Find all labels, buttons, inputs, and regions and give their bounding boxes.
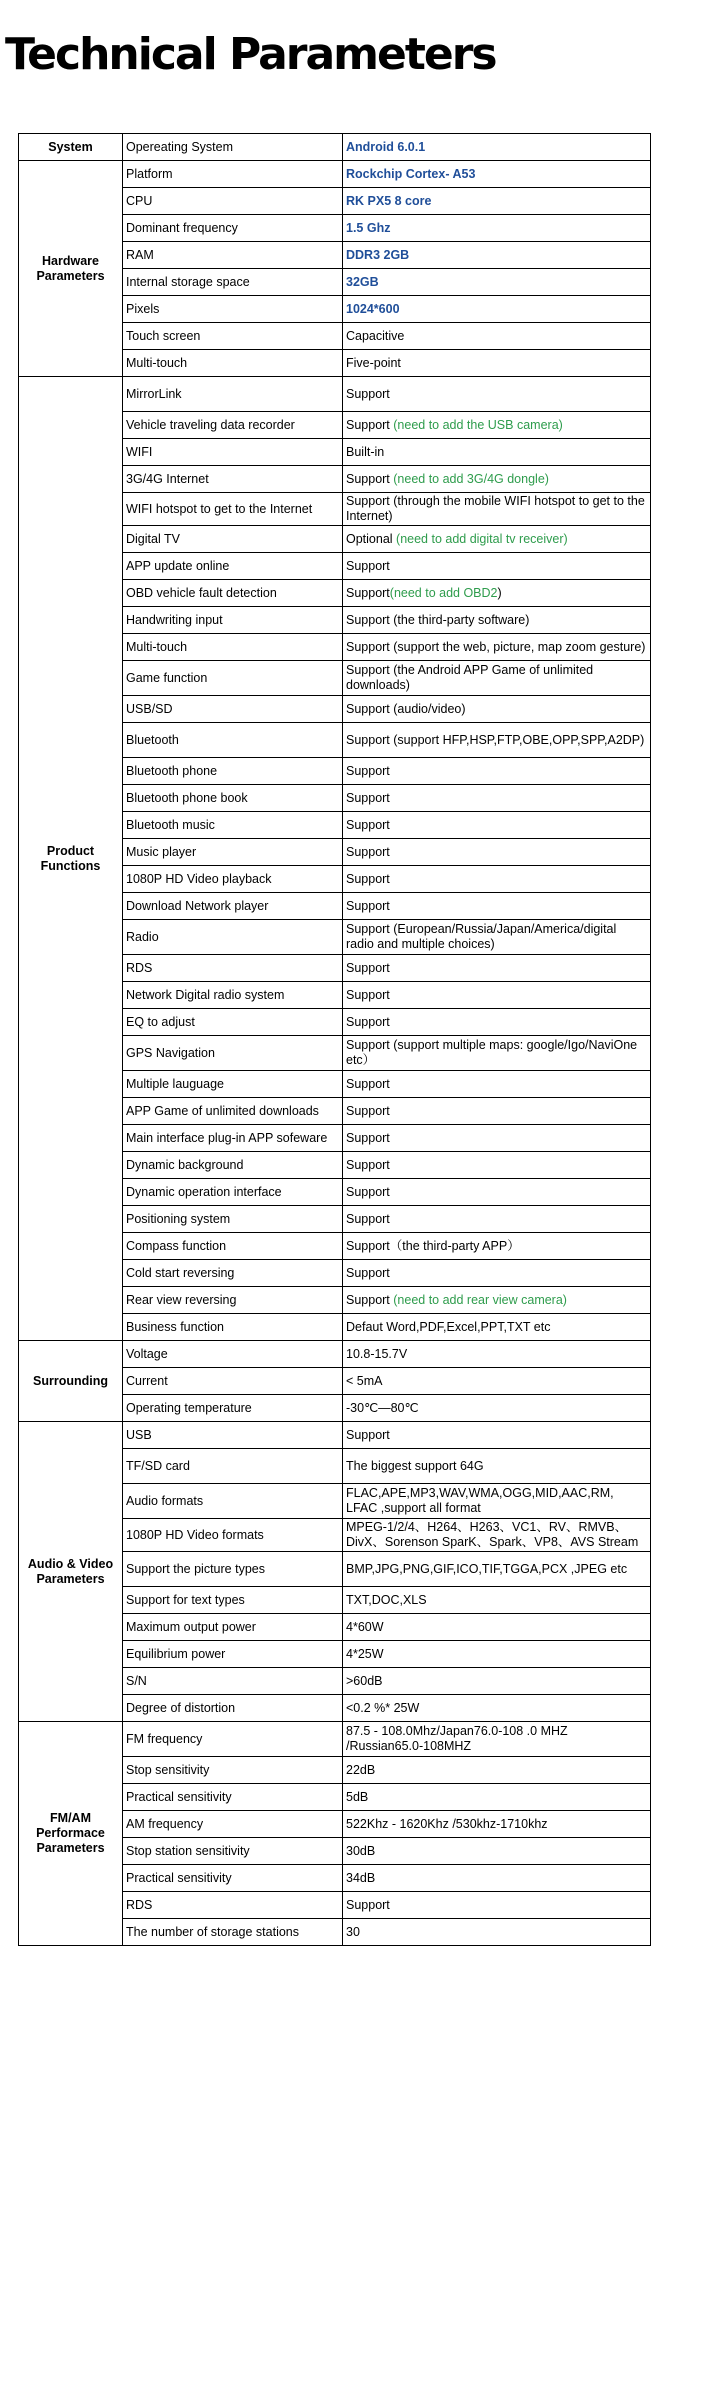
param-cell: Support the picture types xyxy=(123,1552,343,1587)
param-cell: Radio xyxy=(123,920,343,955)
value-cell xyxy=(343,1287,651,1314)
value-cell xyxy=(343,323,651,350)
value-text: -30℃—80℃ xyxy=(346,1400,419,1415)
value-cell xyxy=(343,982,651,1009)
param-cell: GPS Navigation xyxy=(123,1036,343,1071)
value-cell xyxy=(343,634,651,661)
value-text: < 5mA xyxy=(346,1373,383,1388)
value-text: 1024*600 xyxy=(346,301,400,316)
param-cell: Cold start reversing xyxy=(123,1260,343,1287)
param-cell: CPU xyxy=(123,188,343,215)
value-text: 5dB xyxy=(346,1789,369,1804)
category-cell: FM/AM Performace Parameters xyxy=(19,1722,123,1946)
table-row xyxy=(19,161,651,188)
value-suffix: ) xyxy=(497,585,502,600)
value-cell xyxy=(343,1206,651,1233)
value-cell xyxy=(343,580,651,607)
param-cell: Pixels xyxy=(123,296,343,323)
value-text: Support xyxy=(346,987,390,1002)
value-text: Support xyxy=(346,1292,394,1307)
value-cell xyxy=(343,1009,651,1036)
value-text: Built-in xyxy=(346,444,385,459)
param-cell: WIFI hotspot to get to the Internet xyxy=(123,493,343,526)
value-text: Support xyxy=(346,585,390,600)
value-note: (need to add the USB camera) xyxy=(393,417,563,432)
value-text: Support xyxy=(346,1211,390,1226)
value-text: Android 6.0.1 xyxy=(346,139,426,154)
value-text: TXT,DOC,XLS xyxy=(346,1592,427,1607)
value-cell xyxy=(343,1865,651,1892)
value-text: BMP,JPG,PNG,GIF,ICO,TIF,TGGA,PCX ,JPEG etc xyxy=(346,1561,628,1576)
param-cell: Business function xyxy=(123,1314,343,1341)
value-cell xyxy=(343,723,651,758)
value-cell xyxy=(343,866,651,893)
value-cell xyxy=(343,920,651,955)
value-text: 87.5 - 108.0Mhz/Japan76.0-108 .0 MHZ /Russian65.0-108MHZ xyxy=(346,1724,568,1753)
value-cell xyxy=(343,1519,651,1552)
value-cell xyxy=(343,215,651,242)
value-cell xyxy=(343,377,651,412)
value-text: Support xyxy=(346,817,390,832)
value-text: FLAC,APE,MP3,WAV,WMA,OGG,MID,AAC,RM, LFAC ,support all format xyxy=(346,1486,614,1515)
value-text: Support xyxy=(346,1265,390,1280)
param-cell: Dynamic background xyxy=(123,1152,343,1179)
value-cell xyxy=(343,1722,651,1757)
param-cell: Main interface plug-in APP sofeware xyxy=(123,1125,343,1152)
value-text: 30 xyxy=(346,1924,360,1939)
param-cell: Multi-touch xyxy=(123,634,343,661)
value-text: <0.2 %* 25W xyxy=(346,1700,420,1715)
param-cell: Compass function xyxy=(123,1233,343,1260)
param-cell: AM frequency xyxy=(123,1811,343,1838)
value-text: Support xyxy=(346,1103,390,1118)
param-cell: Rear view reversing xyxy=(123,1287,343,1314)
value-text: Support (support HFP,HSP,FTP,OBE,OPP,SPP,A2DP) xyxy=(346,732,645,747)
category-cell: Audio & Video Parameters xyxy=(19,1422,123,1722)
value-text: Support xyxy=(346,1014,390,1029)
value-cell xyxy=(343,1668,651,1695)
param-cell: USB/SD xyxy=(123,696,343,723)
value-note: (need to add OBD2 xyxy=(389,585,498,600)
value-cell xyxy=(343,893,651,920)
value-cell xyxy=(343,553,651,580)
value-text: Defaut Word,PDF,Excel,PPT,TXT etc xyxy=(346,1319,551,1334)
value-text: Rockchip Cortex- A53 xyxy=(346,166,476,181)
param-cell: Voltage xyxy=(123,1341,343,1368)
value-cell xyxy=(343,955,651,982)
param-cell: EQ to adjust xyxy=(123,1009,343,1036)
value-text: Optional xyxy=(346,531,397,546)
value-note: (need to add rear view camera) xyxy=(393,1292,567,1307)
value-cell xyxy=(343,412,651,439)
value-cell xyxy=(343,1395,651,1422)
param-cell: Audio formats xyxy=(123,1484,343,1519)
table-row xyxy=(19,1722,651,1757)
value-text: RK PX5 8 core xyxy=(346,193,432,208)
param-cell: Dynamic operation interface xyxy=(123,1179,343,1206)
value-cell xyxy=(343,296,651,323)
value-cell xyxy=(343,526,651,553)
value-cell xyxy=(343,1614,651,1641)
value-text: Support (support the web, picture, map zoom gesture) xyxy=(346,639,646,654)
value-text: 10.8-15.7V xyxy=(346,1346,408,1361)
value-text: 4*60W xyxy=(346,1619,384,1634)
value-cell xyxy=(343,607,651,634)
value-text: Support xyxy=(346,1076,390,1091)
value-text: Support xyxy=(346,844,390,859)
param-cell: Positioning system xyxy=(123,1206,343,1233)
value-cell xyxy=(343,785,651,812)
value-cell xyxy=(343,439,651,466)
value-text: Support xyxy=(346,763,390,778)
param-cell: Download Network player xyxy=(123,893,343,920)
value-cell xyxy=(343,696,651,723)
value-cell xyxy=(343,466,651,493)
param-cell: TF/SD card xyxy=(123,1449,343,1484)
param-cell: Degree of distortion xyxy=(123,1695,343,1722)
param-cell: Bluetooth xyxy=(123,723,343,758)
param-cell: Vehicle traveling data recorder xyxy=(123,412,343,439)
value-cell xyxy=(343,350,651,377)
value-cell xyxy=(343,134,651,161)
category-cell: Hardware Parameters xyxy=(19,161,123,377)
value-cell xyxy=(343,269,651,296)
param-cell: Maximum output power xyxy=(123,1614,343,1641)
param-cell: Dominant frequency xyxy=(123,215,343,242)
param-cell: Network Digital radio system xyxy=(123,982,343,1009)
value-cell xyxy=(343,242,651,269)
param-cell: RDS xyxy=(123,955,343,982)
value-cell xyxy=(343,1811,651,1838)
value-text: Support xyxy=(346,1130,390,1145)
param-cell: Practical sensitivity xyxy=(123,1865,343,1892)
value-cell xyxy=(343,1098,651,1125)
param-cell: 3G/4G Internet xyxy=(123,466,343,493)
value-text: Support xyxy=(346,386,390,401)
value-cell xyxy=(343,1695,651,1722)
value-cell xyxy=(343,161,651,188)
value-text: The biggest support 64G xyxy=(346,1458,484,1473)
value-text: 4*25W xyxy=(346,1646,384,1661)
param-cell: Stop station sensitivity xyxy=(123,1838,343,1865)
value-cell xyxy=(343,1838,651,1865)
value-text: 1.5 Ghz xyxy=(346,220,391,235)
value-text: Five-point xyxy=(346,355,401,370)
value-text: Support xyxy=(346,558,390,573)
value-cell xyxy=(343,1641,651,1668)
param-cell: 1080P HD Video playback xyxy=(123,866,343,893)
value-cell xyxy=(343,812,651,839)
value-text: Capacitive xyxy=(346,328,405,343)
value-text: DDR3 2GB xyxy=(346,247,410,262)
value-cell xyxy=(343,1179,651,1206)
category-cell: Surrounding xyxy=(19,1341,123,1422)
param-cell: Support for text types xyxy=(123,1587,343,1614)
value-text: 22dB xyxy=(346,1762,376,1777)
param-cell: APP Game of unlimited downloads xyxy=(123,1098,343,1125)
table-row xyxy=(19,377,651,412)
value-cell xyxy=(343,1784,651,1811)
param-cell: Touch screen xyxy=(123,323,343,350)
value-cell xyxy=(343,1341,651,1368)
param-cell: Current xyxy=(123,1368,343,1395)
value-text: Support (support multiple maps: google/Igo/NaviOne etc） xyxy=(346,1038,638,1067)
value-cell xyxy=(343,1036,651,1071)
param-cell: Bluetooth music xyxy=(123,812,343,839)
value-text: Support xyxy=(346,417,394,432)
value-cell xyxy=(343,493,651,526)
value-cell xyxy=(343,661,651,696)
value-text: Support xyxy=(346,898,390,913)
value-text: >60dB xyxy=(346,1673,383,1688)
table-row xyxy=(19,1422,651,1449)
value-cell xyxy=(343,1071,651,1098)
param-cell: WIFI xyxy=(123,439,343,466)
value-cell xyxy=(343,1892,651,1919)
value-text: 34dB xyxy=(346,1870,376,1885)
value-text: Support (the Android APP Game of unlimited downloads) xyxy=(346,663,594,692)
param-cell: MirrorLink xyxy=(123,377,343,412)
value-text: Support（the third-party APP） xyxy=(346,1238,520,1253)
param-cell: S/N xyxy=(123,1668,343,1695)
value-cell xyxy=(343,1422,651,1449)
param-cell: USB xyxy=(123,1422,343,1449)
value-text: Support xyxy=(346,790,390,805)
param-cell: Multiple lauguage xyxy=(123,1071,343,1098)
param-cell: Equilibrium power xyxy=(123,1641,343,1668)
value-cell xyxy=(343,1484,651,1519)
value-cell xyxy=(343,1314,651,1341)
value-cell xyxy=(343,839,651,866)
value-cell xyxy=(343,1368,651,1395)
value-cell xyxy=(343,1757,651,1784)
param-cell: Internal storage space xyxy=(123,269,343,296)
param-cell: APP update online xyxy=(123,553,343,580)
page-title: Technical Parameters xyxy=(5,29,496,80)
value-text: 32GB xyxy=(346,274,379,289)
category-cell: Product Functions xyxy=(19,377,123,1341)
value-text: Support (through the mobile WIFI hotspot to get to the Internet) xyxy=(346,494,645,523)
value-cell xyxy=(343,1260,651,1287)
value-note: (need to add 3G/4G dongle) xyxy=(393,471,549,486)
table-row xyxy=(19,134,651,161)
value-cell xyxy=(343,1449,651,1484)
param-cell: Bluetooth phone book xyxy=(123,785,343,812)
value-note: (need to add digital tv receiver) xyxy=(396,531,568,546)
param-cell: Music player xyxy=(123,839,343,866)
param-cell: Platform xyxy=(123,161,343,188)
value-text: MPEG-1/2/4、H264、H263、VC1、RV、RMVB、DivX、Sorenson SparK、Spark、VP8、AVS Stream xyxy=(346,1520,639,1549)
param-cell: RAM xyxy=(123,242,343,269)
value-text: 30dB xyxy=(346,1843,376,1858)
value-text: Support xyxy=(346,1897,390,1912)
value-cell xyxy=(343,1552,651,1587)
value-cell xyxy=(343,188,651,215)
value-text: Support (the third-party software) xyxy=(346,612,530,627)
param-cell: RDS xyxy=(123,1892,343,1919)
param-cell: Handwriting input xyxy=(123,607,343,634)
value-text: Support xyxy=(346,1427,390,1442)
param-cell: Practical sensitivity xyxy=(123,1784,343,1811)
param-cell: Stop sensitivity xyxy=(123,1757,343,1784)
param-cell: Multi-touch xyxy=(123,350,343,377)
param-cell: Game function xyxy=(123,661,343,696)
param-cell: FM frequency xyxy=(123,1722,343,1757)
value-text: Support xyxy=(346,871,390,886)
value-text: Support xyxy=(346,960,390,975)
value-cell xyxy=(343,1125,651,1152)
value-text: Support xyxy=(346,471,394,486)
value-text: Support xyxy=(346,1157,390,1172)
spec-table-body xyxy=(19,134,651,1946)
value-cell xyxy=(343,1152,651,1179)
value-cell xyxy=(343,1233,651,1260)
spec-table xyxy=(18,133,651,1946)
param-cell: OBD vehicle fault detection xyxy=(123,580,343,607)
param-cell: Operating temperature xyxy=(123,1395,343,1422)
table-row xyxy=(19,1341,651,1368)
value-cell xyxy=(343,758,651,785)
param-cell: Opereating System xyxy=(123,134,343,161)
value-text: Support (audio/video) xyxy=(346,701,466,716)
value-cell xyxy=(343,1919,651,1946)
value-text: 522Khz - 1620Khz /530khz-1710khz xyxy=(346,1816,548,1831)
category-cell: System xyxy=(19,134,123,161)
param-cell: Digital TV xyxy=(123,526,343,553)
value-cell xyxy=(343,1587,651,1614)
value-text: Support xyxy=(346,1184,390,1199)
value-text: Support (European/Russia/Japan/America/digital radio and multiple choices) xyxy=(346,922,617,951)
param-cell: 1080P HD Video formats xyxy=(123,1519,343,1552)
param-cell: Bluetooth phone xyxy=(123,758,343,785)
param-cell: The number of storage stations xyxy=(123,1919,343,1946)
